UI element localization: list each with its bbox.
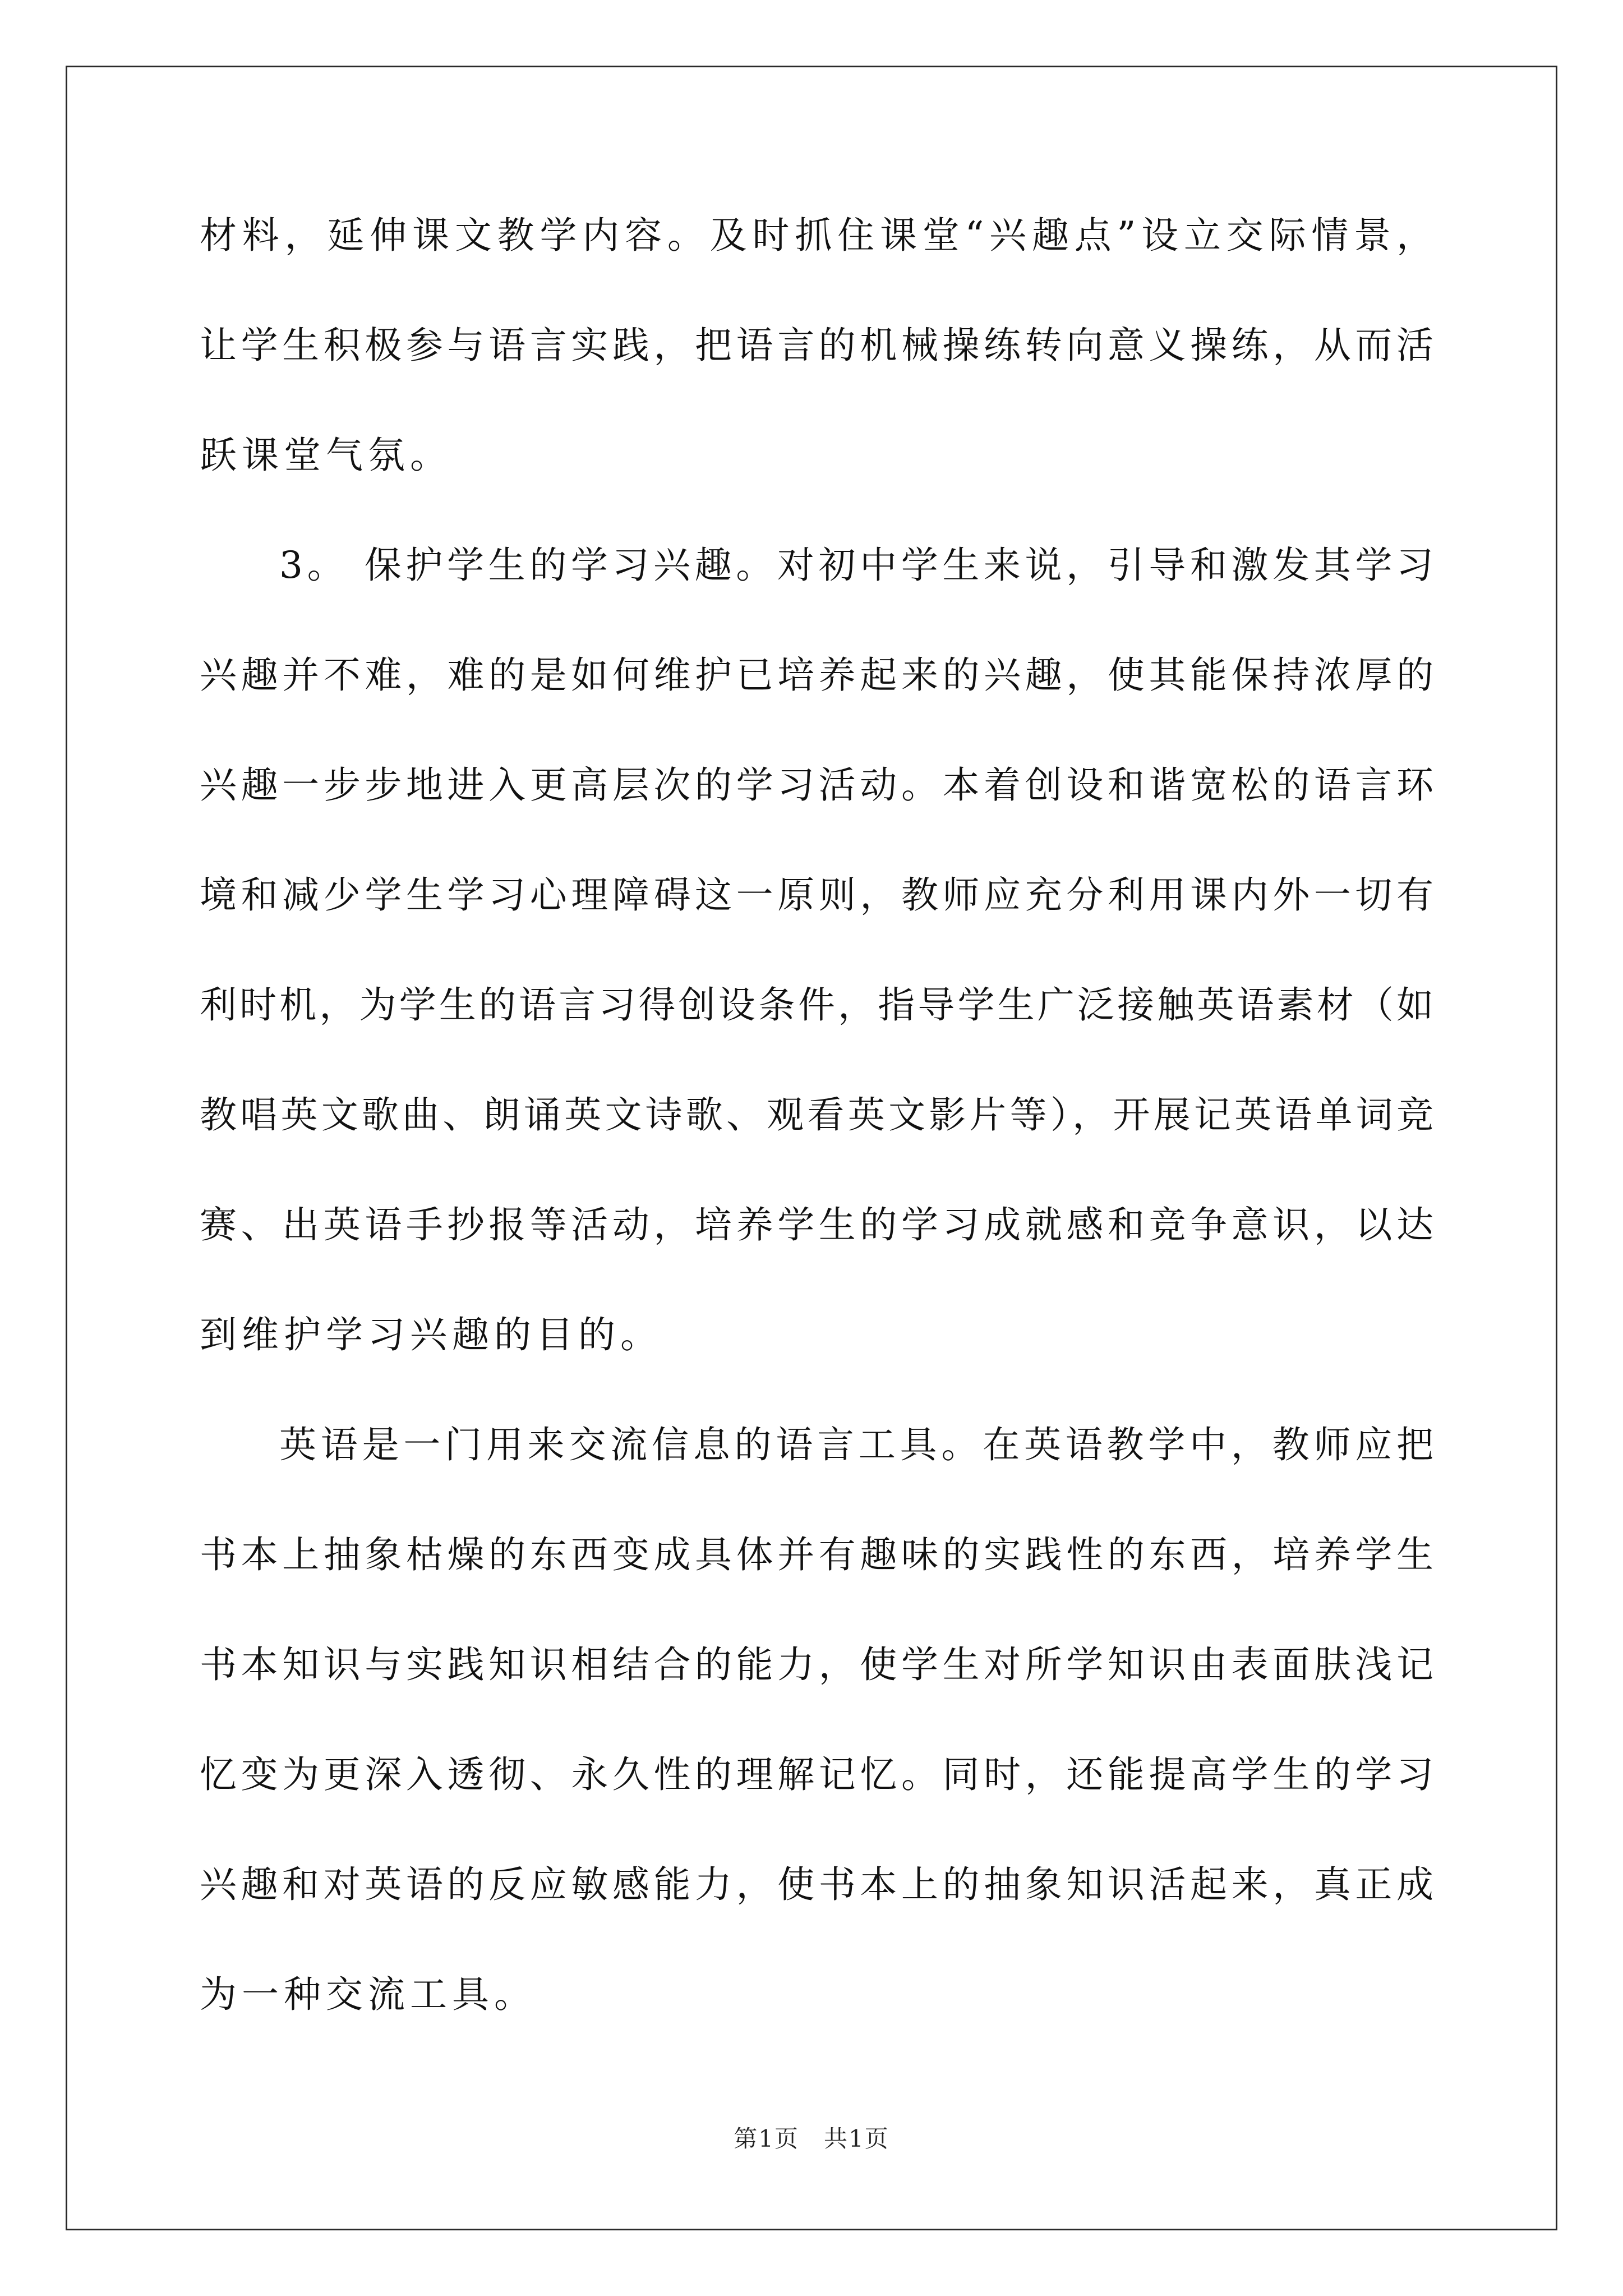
- text-line: 利时机，为学生的语言习得创设条件，指导学生广泛接触英语素材（如: [200, 983, 1433, 1027]
- page-number: 第1页 共1页: [734, 2125, 889, 2152]
- text-line: 材料，延伸课文教学内容。及时抓住课堂“兴趣点”设立交际情景，: [200, 214, 1433, 257]
- text-line: 兴趣并不难，难的是如何维护已培养起来的兴趣，使其能保持浓厚的: [200, 654, 1433, 697]
- text-line: 英语是一门用来交流信息的语言工具。在英语教学中，教师应把: [279, 1423, 1433, 1466]
- text-line: 兴趣和对英语的反应敏感能力，使书本上的抽象知识活起来，真正成: [200, 1863, 1433, 1906]
- text-line: 到维护学习兴趣的目的。: [200, 1313, 662, 1356]
- text-line: 书本上抽象枯燥的东西变成具体并有趣味的实践性的东西，培养学生: [200, 1533, 1433, 1576]
- text-line: 3。 保护学生的学习兴趣。对初中学生来说，引导和激发其学习: [279, 544, 1433, 587]
- text-line: 境和减少学生学习心理障碍这一原则，教师应充分利用课内外一切有: [200, 873, 1433, 917]
- text-line: 书本知识与实践知识相结合的能力，使学生对所学知识由表面肤浅记: [200, 1643, 1433, 1686]
- text-line: 让学生积极参与语言实践，把语言的机械操练转向意义操练，从而活: [200, 324, 1433, 367]
- text-line: 跃课堂气氛。: [200, 434, 452, 477]
- text-line: 兴趣一步步地进入更高层次的学习活动。本着创设和谐宽松的语言环: [200, 763, 1433, 807]
- text-line: 为一种交流工具。: [200, 1973, 536, 2016]
- text-line: 忆变为更深入透彻、永久性的理解记忆。同时，还能提高学生的学习: [200, 1753, 1433, 1796]
- text-line: 赛、出英语手抄报等活动，培养学生的学习成就感和竞争意识，以达: [200, 1203, 1433, 1246]
- text-line: 教唱英文歌曲、朗诵英文诗歌、观看英文影片等），开展记英语单词竞: [200, 1093, 1433, 1137]
